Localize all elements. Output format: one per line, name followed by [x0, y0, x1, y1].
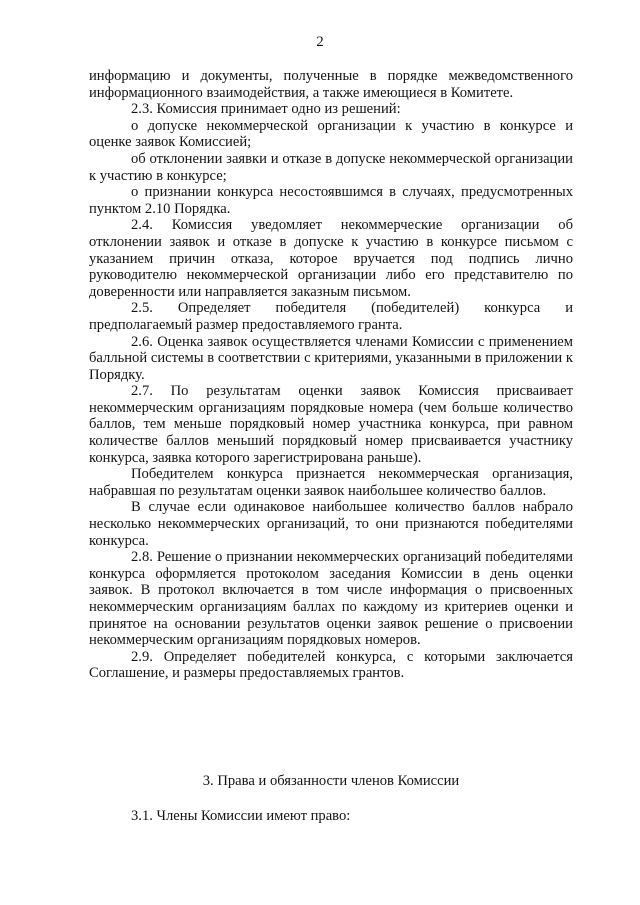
page-number: 2	[316, 34, 324, 50]
paragraph-2-6: 2.6. Оценка заявок осуществляется членами Комиссии с применением балльной системы в соответствии с критериями, указанными в приложении к Порядку.	[89, 333, 573, 383]
section-heading: 3. Права и обязанности членов Комиссии	[202, 773, 460, 789]
paragraph-2-3: 2.3. Комиссия принимает одно из решений:	[131, 101, 401, 118]
paragraph-2-7-winner: Победителем конкурса признается некоммерческая организация, набравшая по результатам оценки заявок наибольшее количество баллов.	[89, 466, 573, 499]
paragraph-2-3-option-1: о допуске некоммерческой организации к участию в конкурсе и оценке заявок Комиссией;	[89, 117, 573, 151]
paragraph-2-3-option-3: о признании конкурса несостоявшимся в случаях, предусмотренных пунктом 2.10 Порядка.	[89, 184, 573, 217]
paragraph-2-4: 2.4. Комиссия уведомляет некоммерческие организации об отклонении заявок и отказе в допуске к участию в конкурсе письмом с указанием причин отказа, которое вручается под подпись лично руководителю некоммерческой организации либо его представителю по доверенности или направляется заказным письмом.	[89, 217, 573, 300]
paragraph-2-7-tie: В случае если одинаковое наибольшее количество баллов набрало несколько некоммерческих организаций, то они признаются победителями конкурса.	[89, 499, 573, 549]
subsection-3-1: 3.1. Члены Комиссии имеют право:	[131, 808, 351, 824]
paragraph-2-3-option-2: об отклонении заявки и отказе в допуске некоммерческой организации к участию в конкурсе;	[89, 150, 573, 184]
paragraph-2-5: 2.5. Определяет победителя (победителей) конкурса и предполагаемый размер предоставляемого гранта.	[89, 300, 573, 333]
paragraph-2-8: 2.8. Решение о признании некоммерческих организаций победителями конкурса оформляется протоколом заседания Комиссии в день оценки заявок. В протокол включается в том числе информация о присвоенных некоммерческим организациям баллах по каждому из критериев оценки и принятое на основании результатов оценки заявок решение о присвоении некоммерческим организациям порядковых номеров.	[89, 549, 573, 649]
paragraph-2-7: 2.7. По результатам оценки заявок Комиссия присваивает некоммерческим организациям порядковые номера (чем больше количество баллов, тем меньше порядковый номер участника конкурса, при равном количестве баллов меньший порядковый номер присваивается участнику конкурса, заявка которого зарегистрирована раньше).	[89, 383, 573, 466]
paragraph-2-9: 2.9. Определяет победителей конкурса, с которыми заключается Соглашение, и размеры предоставляемых грантов.	[89, 648, 573, 682]
document-body	[89, 68, 573, 682]
paragraph-continuation: информацию и документы, полученные в порядке межведомственного информационного взаимодействия, а также имеющиеся в Комитете.	[89, 68, 573, 101]
